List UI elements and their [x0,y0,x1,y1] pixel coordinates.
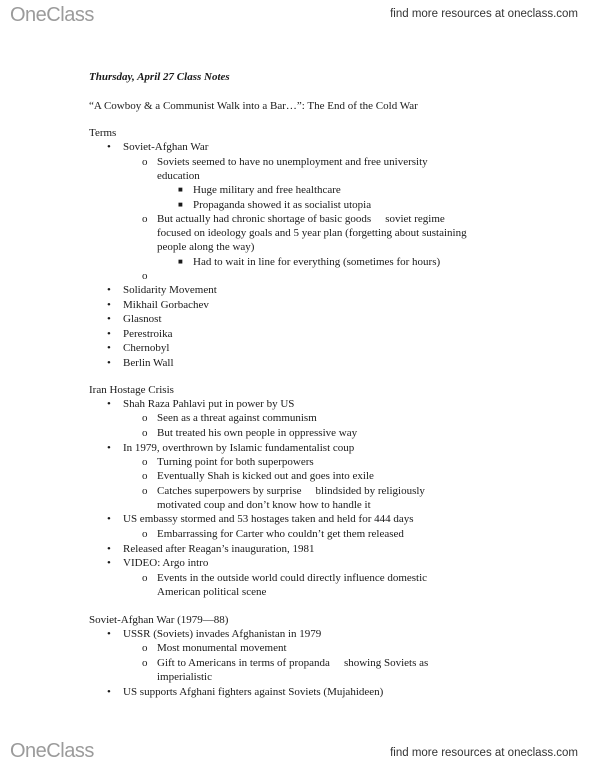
list-item: • Perestroika [123,327,172,342]
list-item: o Eventually Shah is kicked out and goes into exile [157,469,374,484]
list-item-continuation: motivated coup and don’t know how to handle it [157,499,371,511]
list-item-continuation: imperialistic [157,671,212,683]
list-item: ■ Huge military and free healthcare [193,183,341,198]
list-item: • Berlin Wall [123,356,174,371]
list-item: o Gift to Americans in terms of propanda   showing Soviets as [157,656,428,671]
list-item: • Glasnost [123,312,162,327]
list-item: o Events in the outside world could directly influence domestic [157,571,427,586]
list-item: • VIDEO: Argo intro [123,556,208,571]
list-item: o But actually had chronic shortage of basic goods   soviet regime [157,212,445,227]
find-resources-link[interactable]: find more resources at oneclass.com [390,8,578,20]
list-item: • US embassy stormed and 53 hostages taken and held for 444 days [123,512,414,527]
oneclass-logo[interactable]: OneClass [10,4,94,26]
list-item: o Turning point for both superpowers [157,455,314,470]
list-item-continuation: people along the way) [157,241,255,253]
list-item: o But treated his own people in oppressive way [157,426,357,441]
list-item: • Shah Raza Pahlavi put in power by US [123,397,294,412]
list-item: • Soviet-Afghan War [123,140,208,155]
list-item: o Catches superpowers by surprise   blindsided by religiously [157,484,425,499]
lecture-title: “A Cowboy & a Communist Walk into a Bar…”: The End of the Cold War [89,100,418,112]
notes-date-title: Thursday, April 27 Class Notes [89,71,230,83]
list-item: • US supports Afghani fighters against Soviets (Mujahideen) [123,685,383,700]
list-item: • Released after Reagan’s inauguration, 1981 [123,542,315,557]
page-header [0,0,595,30]
list-item: • In 1979, overthrown by Islamic fundamentalist coup [123,441,354,456]
find-resources-link[interactable]: find more resources at oneclass.com [390,747,578,759]
terms-heading: Terms [89,127,117,139]
list-item: o Embarrassing for Carter who couldn’t get them released [157,527,404,542]
list-item: o Soviets seemed to have no unemployment and free university [157,155,428,170]
list-item-continuation: American political scene [157,586,267,598]
list-item-continuation: education [157,170,200,182]
list-item: • Chernobyl [123,341,169,356]
list-item: ■ Propaganda showed it as socialist utopia [193,198,371,213]
list-item: o Seen as a threat against communism [157,411,317,426]
oneclass-logo[interactable]: OneClass [10,740,94,762]
list-item: • USSR (Soviets) invades Afghanistan in 1979 [123,627,321,642]
soviet-afghan-heading: Soviet-Afghan War (1979—88) [89,614,229,626]
list-item: • Mikhail Gorbachev [123,298,209,313]
list-item: ■ Had to wait in line for everything (sometimes for hours) [193,255,440,270]
iran-hostage-heading: Iran Hostage Crisis [89,384,174,396]
list-item: o Most monumental movement [157,641,287,656]
list-item-continuation: focused on ideology goals and 5 year plan (forgetting about sustaining [157,227,467,239]
list-item: • Solidarity Movement [123,283,217,298]
